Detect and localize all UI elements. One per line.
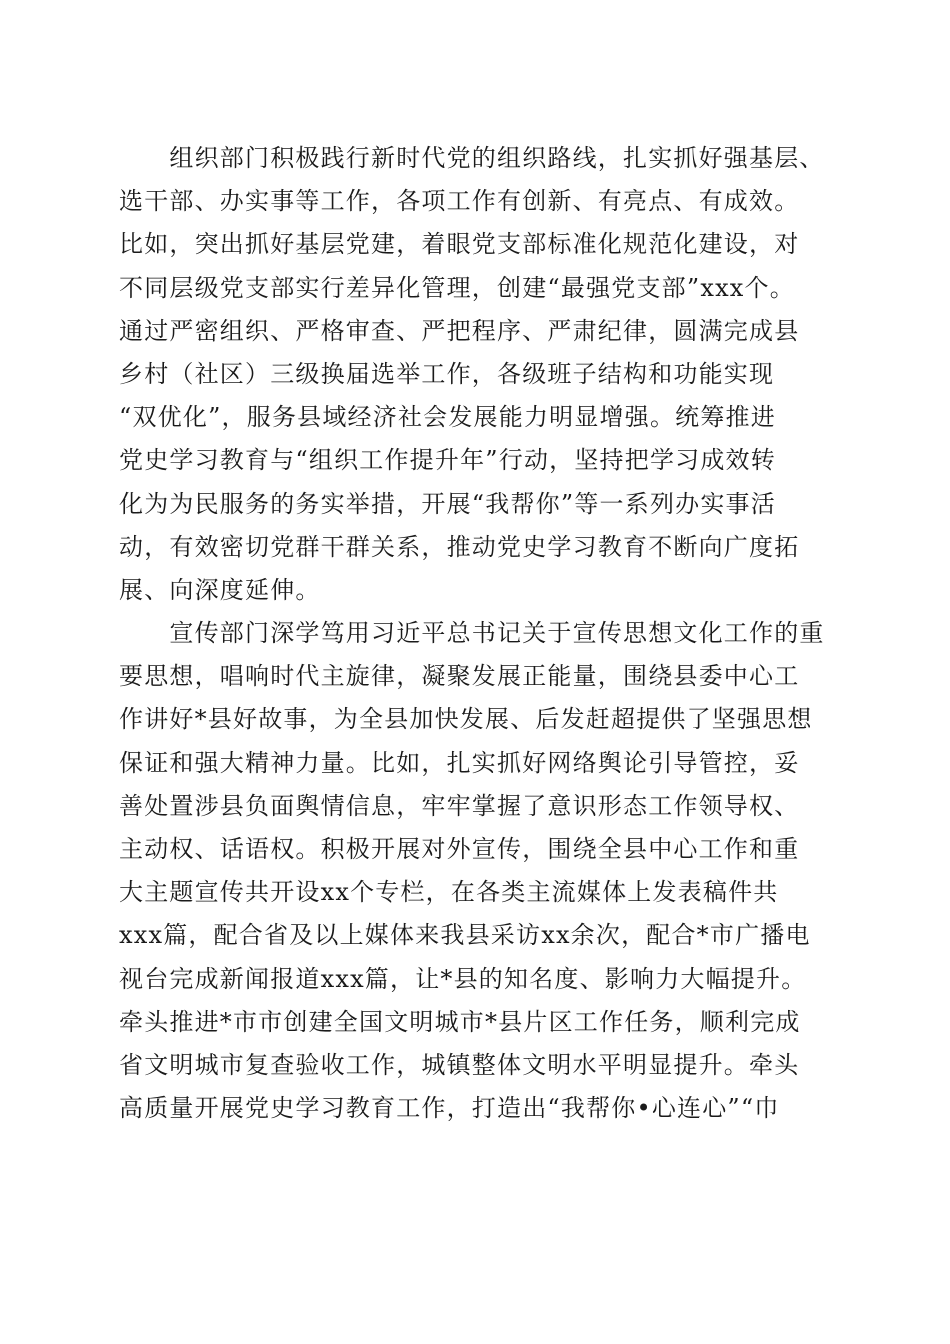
text-line: xxx篇，配合省及以上媒体来我县采访xx余次，配合*市广播电	[119, 921, 811, 950]
body-text	[119, 137, 831, 1130]
text-line: 比如，突出抓好基层党建，着眼党支部标准化规范化建设，对	[119, 230, 800, 259]
text-line: 保证和强大精神力量。比如，扎实抓好网络舆论引导管控，妥	[119, 748, 800, 777]
text-line: 要思想，唱响时代主旋律，凝聚发展正能量，围绕县委中心工	[119, 662, 800, 691]
text-line: 组织部门积极践行新时代党的组织路线，扎实抓好强基层、	[119, 144, 825, 172]
text-line: 不同层级党支部实行差异化管理，创建“最强党支部”xxx个。	[119, 273, 795, 302]
paragraph-organization	[119, 137, 831, 612]
text-line: 牵头推进*市市创建全国文明城市*县片区工作任务，顺利完成	[119, 1007, 801, 1036]
text-line: 省文明城市复查验收工作，城镇整体文明水平明显提升。牵头	[119, 1050, 800, 1079]
text-line: 作讲好*县好故事，为全县加快发展、后发赶超提供了坚强思想	[119, 705, 813, 734]
text-line: 通过严密组织、严格审查、严把程序、严肃纪律，圆满完成县	[119, 316, 800, 345]
text-line: 化为为民服务的务实举措，开展“我帮你”等一系列办实事活	[119, 489, 776, 518]
text-line: 动，有效密切党群干群关系，推动党史学习教育不断向广度拓	[119, 532, 800, 561]
text-line: 宣传部门深学笃用习近平总书记关于宣传思想文化工作的重	[119, 619, 825, 648]
text-line: 大主题宣传共开设xx个专栏，在各类主流媒体上发表稿件共	[119, 878, 779, 907]
text-line: 善处置涉县负面舆情信息，牢牢掌握了意识形态工作领导权、	[119, 791, 800, 820]
text-line: 党史学习教育与“组织工作提升年”行动，坚持把学习成效转	[119, 446, 776, 475]
text-line: 视台完成新闻报道xxx篇，让*县的知名度、影响力大幅提升。	[119, 964, 807, 993]
paragraph-publicity	[119, 612, 831, 1130]
text-line: 展、向深度延伸。	[119, 575, 321, 604]
text-line: 主动权、话语权。积极开展对外宣传，围绕全县中心工作和重	[119, 835, 800, 863]
text-line: 高质量开展党史学习教育工作，打造出“我帮你•心连心”“巾	[119, 1094, 780, 1123]
text-line: “双优化”，服务县域经济社会发展能力明显增强。统筹推进	[119, 403, 776, 432]
text-line: 乡村（社区）三级换届选举工作，各级班子结构和功能实现	[119, 359, 775, 388]
text-line: 选干部、办实事等工作，各项工作有创新、有亮点、有成效。	[119, 187, 800, 216]
